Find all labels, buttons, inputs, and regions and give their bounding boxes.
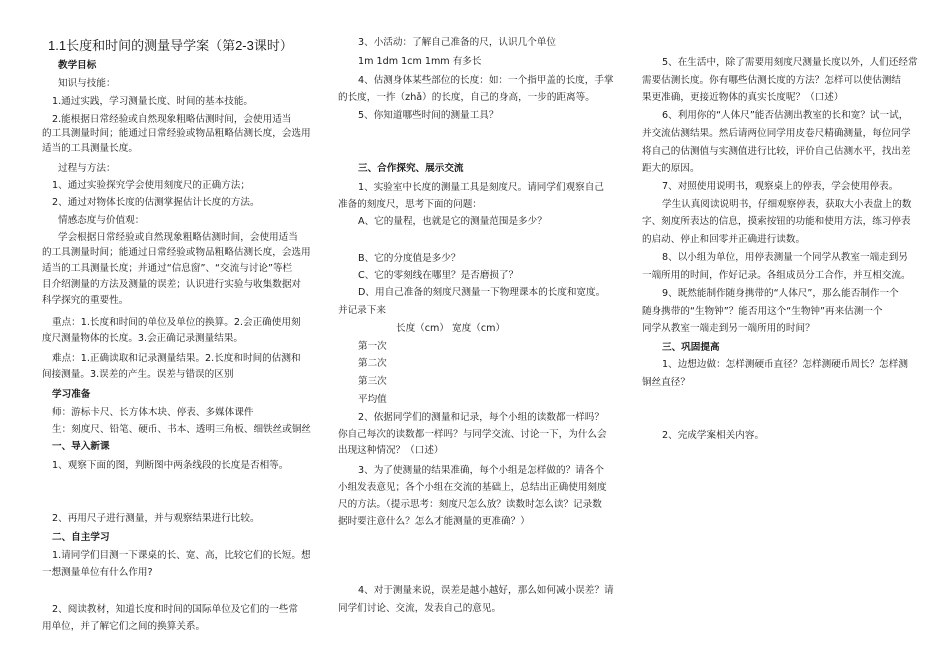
text-line: 1、观察下面的图，判断图中两条线段的长度是否相等。 (52, 460, 289, 471)
text-line: 3、小活动：了解自己准备的尺，认识几个单位 (358, 37, 556, 48)
text-line: 并交流估测结果。然后请两位同学用皮卷尺精确测量，每位同学 (642, 128, 911, 139)
text-line: 5、在生活中，除了需要用刻度尺测量长度以外，人们还经常 (662, 57, 918, 68)
text-line: 适当的工具测量长度。 (42, 143, 138, 154)
text-line: 准备的刻度尺，思考下面的问题： (338, 199, 482, 210)
text-line: 师：游标卡尺、长方体木块、停表、多媒体课件 (52, 407, 254, 418)
text-line: 生：刻度尺、铅笔、硬币、书本、透明三角板、细铁丝或铜丝 (52, 424, 312, 435)
text-line: 果更准确，更接近物体的真实长度呢？（口述） (642, 92, 844, 103)
heading-preparation: 学习准备 (52, 389, 91, 400)
text-line: 情感态度与价值观： (58, 215, 145, 226)
text-line: 度尺测量物体的长度。3.会正确记录测量结果。 (42, 333, 244, 344)
text-line: 1、实验室中长度的测量工具是刻度尺。请同学们观察自己 (358, 182, 604, 193)
text-line: 4、对于测量来说，误差是越小越好，那么如何减小误差？请 (358, 585, 614, 596)
text-line: 2、阅读教材，知道长度和时间的国际单位及它们的一些常 (52, 604, 298, 615)
text-line: 铜丝直径？ (642, 377, 690, 388)
text-line: 2、再用尺子进行测量，并与观察结果进行比较。 (52, 513, 260, 524)
text-line: 过程与方法： (58, 163, 116, 174)
text-line: 1.请同学们目测一下课桌的长、宽、高，比较它们的长短。想 (52, 550, 311, 561)
text-line: 尺的方法。（提示思考：刻度尺怎么放？读数时怎么读？记录数 (338, 499, 602, 510)
heading-intro: 一、导入新课 (52, 441, 110, 452)
question-c: C、它的零刻线在哪里？是否磨损了？ (358, 270, 519, 281)
text-line: 知识与技能： (58, 78, 116, 89)
text-line: 2、通过对物体长度的估测掌握估计长度的方法。 (52, 197, 260, 208)
text-line: 并记录下来 (338, 305, 386, 316)
heading-cooperation: 三、合作探究、展示交流 (358, 163, 464, 174)
text-line: 2、依据同学们的测量和记录，每个小组的读数都一样吗？ (358, 412, 604, 423)
text-line: 8、以小组为单位，用停表测量一个同学从教室一端走到另 (662, 252, 908, 263)
table-row-label: 第三次 (358, 376, 387, 387)
difficult-points: 难点：1.正确读取和记录测量结果。2.长度和时间的估测和 (52, 353, 301, 364)
table-row-label: 第二次 (358, 358, 387, 369)
text-line: 距大的原因。 (642, 163, 700, 174)
text-line: 5、你知道哪些时间的测量工具？ (358, 110, 499, 121)
units-line: 1m 1dm 1cm 1mm 有多长 (358, 56, 482, 67)
text-line: 7、对照使用说明书，观察桌上的停表，学会使用停表。 (662, 181, 899, 192)
text-line: 出现这种情况？（口述） (338, 445, 444, 456)
text-line: 一想测量单位有什么作用? (42, 567, 153, 578)
table-row-label: 第一次 (358, 341, 387, 352)
text-line: 一端所用的时间，作好记录。各组成员分工合作，并互相交流。 (642, 270, 911, 281)
heading-consolidation: 三、巩固提高 (662, 342, 720, 353)
table-row-label: 平均值 (358, 394, 387, 405)
page-title: 1.1长度和时间的测量导学案（第2-3课时） (48, 38, 293, 53)
text-line: 的启动、停止和回零并正确进行读数。 (642, 234, 806, 245)
text-line: 小组发表意见；各个小组在交流的基础上，总结出正确使用刻度 (338, 482, 607, 493)
text-line: 你自己每次的读数都一样吗？与同学交流、讨论一下，为什么会 (338, 429, 607, 440)
text-line: 目介绍测量的方法及测量的误差；认识进行实验与收集数据对 (42, 279, 302, 290)
text-line: 学会根据日常经验或自然现象粗略估测时间，会使用适当 (58, 232, 298, 243)
table-header: 长度（cm） 宽度（cm） (396, 323, 506, 334)
question-a: A、它的量程，也就是它的测量范围是多少？ (358, 216, 547, 227)
text-line: 将自己的估测值与实测值进行比较，评价自己估测水平，找出差 (642, 146, 911, 157)
text-line: 的长度，一拃（zhǎ）的长度，自己的身高，一步的距离等。 (338, 92, 595, 103)
text-line: 随身携带的“生物钟”？能否用这个“生物钟”再来估测一个 (642, 306, 883, 317)
text-line: 科学探究的重要性。 (42, 295, 129, 306)
text-line: 的工具测量时间；能通过日常经验或物品粗略估测长度，会选用 (42, 128, 311, 139)
text-line: 9、既然能制作随身携带的“人体尺”，那么能否制作一个 (662, 288, 899, 299)
text-line: 字、刻度所表达的信息，摸索按钮的功能和使用方法，练习停表 (642, 216, 911, 227)
heading-self-study: 二、自主学习 (52, 532, 110, 543)
text-line: 的工具测量时间；能通过日常经验或物品粗略估测长度，会选用 (42, 247, 311, 258)
text-line: 同学们讨论、交流，发表自己的意见。 (338, 603, 502, 614)
text-line: 1、通过实验探究学会使用刻度尺的正确方法； (52, 180, 250, 191)
heading-objectives: 教学目标 (58, 60, 97, 71)
question-b: B、它的分度值是多少？ (358, 253, 461, 264)
text-line: 间接测量。3.误差的产生。误差与错误的区别 (42, 369, 234, 380)
text-line: 用单位，并了解它们之间的换算关系。 (42, 621, 206, 632)
text-line: 2、完成学案相关内容。 (662, 430, 765, 441)
text-line: 3、为了使测量的结果准确，每个小组是怎样做的？请各个 (358, 465, 604, 476)
text-line: 据时要注意什么？怎么才能测量的更准确？） (338, 516, 530, 527)
key-points: 重点：1.长度和时间的单位及单位的换算。2.会正确使用刻 (52, 317, 301, 328)
text-line: 2.能根据日常经验或自然现象粗略估测时间，会使用适当 (52, 114, 292, 125)
text-line: 适当的工具测量长度；并通过“信息窗”、“交流与讨论”等栏 (42, 263, 293, 274)
text-line: 同学从教室一端走到另一端所用的时间？ (642, 323, 815, 334)
question-d: D、用自己准备的刻度尺测量一下物理课本的长度和宽度。 (358, 287, 606, 298)
text-line: 4、估测身体某些部位的长度：如：一个指甲盖的长度，手掌 (358, 75, 614, 86)
text-line: 1.通过实践，学习测量长度、时间的基本技能。 (52, 96, 254, 107)
text-line: 需要估测长度。你有哪些估测长度的方法？怎样可以使估测结 (642, 75, 902, 86)
text-line: 1、边想边做：怎样测硬币直径？怎样测硬币周长？怎样测 (662, 359, 908, 370)
text-line: 学生认真阅读说明书，仔细观察停表，获取大小表盘上的数 (662, 199, 912, 210)
text-line: 6、利用你的“人体尺”能否估测出教室的长和宽？试一试， (662, 110, 909, 121)
